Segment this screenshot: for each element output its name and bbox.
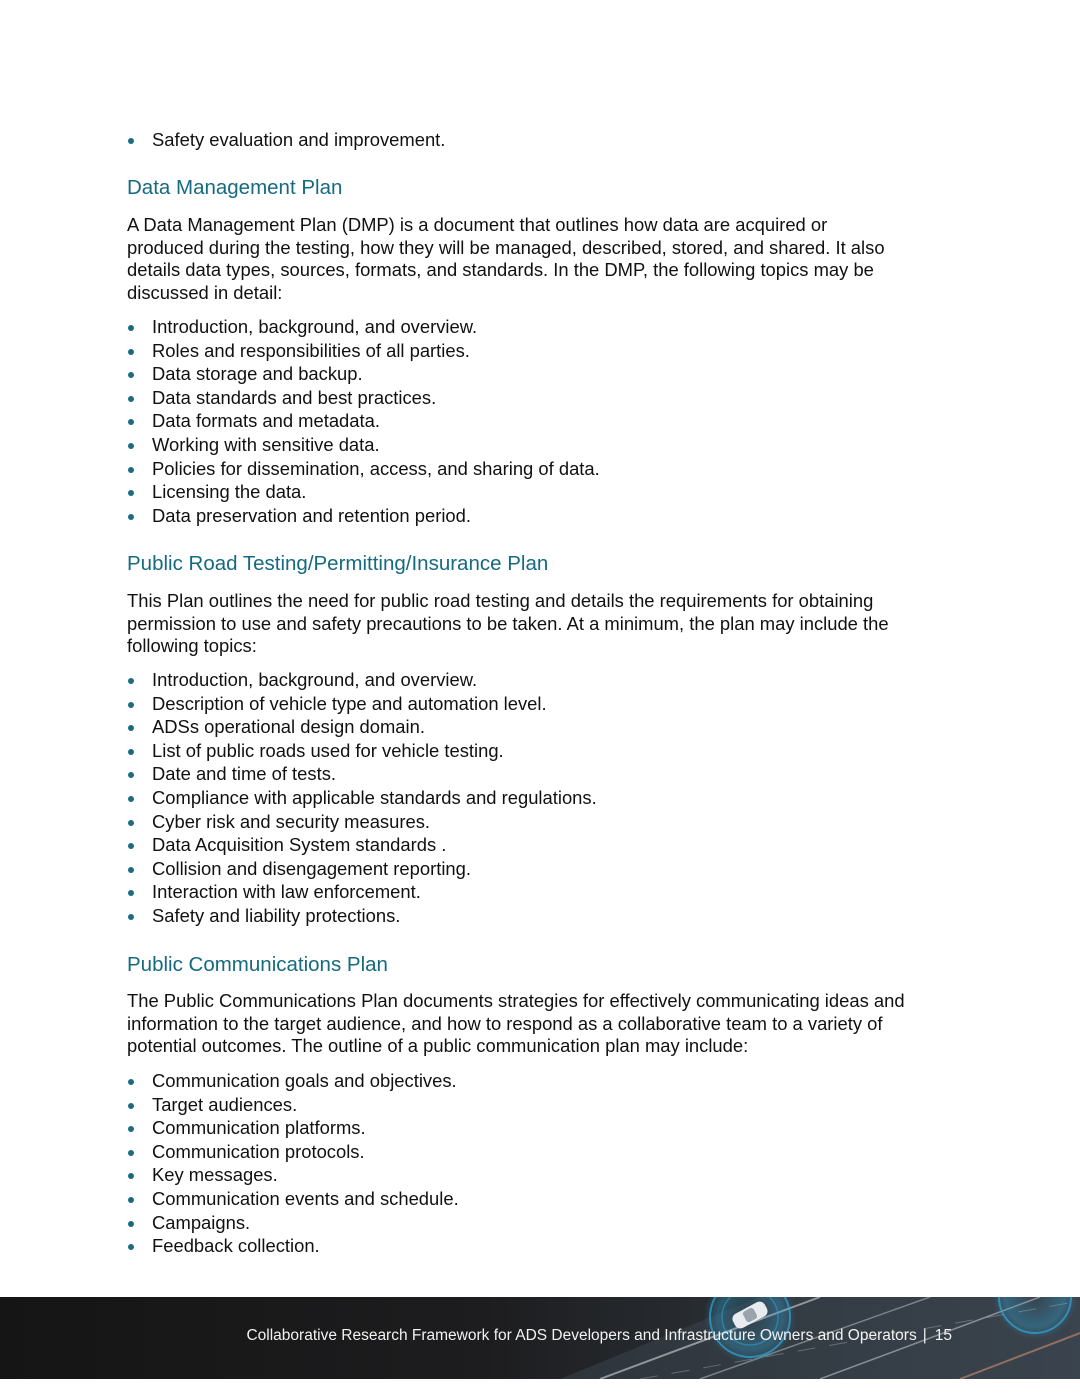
paragraph-line: This Plan outlines the need for public road testing and details the requirements for obtaining xyxy=(127,590,874,611)
road-bullet-list xyxy=(127,668,957,928)
list-item: Introduction, background, and overview. xyxy=(127,668,957,692)
list-item: Data storage and backup. xyxy=(127,362,957,386)
road-paragraph xyxy=(127,590,957,658)
paragraph-line: details data types, sources, formats, and standards. In the DMP, the following topics may be xyxy=(127,259,874,280)
list-item: Working with sensitive data. xyxy=(127,433,957,457)
footer-separator: | xyxy=(922,1327,927,1344)
list-item: Communication platforms. xyxy=(127,1116,957,1140)
paragraph-line: discussed in detail: xyxy=(127,281,283,303)
list-item: Feedback collection. xyxy=(127,1234,957,1258)
list-item: Collision and disengagement reporting. xyxy=(127,857,957,881)
list-item: ADSs operational design domain. xyxy=(127,715,957,739)
list-item: Campaigns. xyxy=(127,1211,957,1235)
list-item: Communication events and schedule. xyxy=(127,1187,957,1211)
page-number: 15 xyxy=(934,1327,952,1344)
dmp-paragraph xyxy=(127,214,957,304)
list-item: Data standards and best practices. xyxy=(127,386,957,410)
dmp-bullet-list xyxy=(127,315,957,527)
paragraph-line: information to the target audience, and how to respond as a collaborative team to a variety of xyxy=(127,1012,883,1034)
paragraph-line: following topics: xyxy=(127,635,257,656)
list-item: Licensing the data. xyxy=(127,480,957,504)
list-item: Policies for dissemination, access, and sharing of data. xyxy=(127,457,957,481)
road-body xyxy=(127,590,957,658)
list-item: Cyber risk and security measures. xyxy=(127,810,957,834)
list-item: Communication protocols. xyxy=(127,1140,957,1164)
list-item: Safety evaluation and improvement. xyxy=(127,128,957,152)
paragraph-line: The Public Communications Plan documents strategies for effectively communicating ideas and xyxy=(127,990,905,1011)
list-item: List of public roads used for vehicle testing. xyxy=(127,739,957,763)
dmp-section xyxy=(127,176,957,200)
road-heading: Public Road Testing/Permitting/Insurance Plan xyxy=(127,552,549,575)
road-section xyxy=(127,552,957,576)
list-item: Introduction, background, and overview. xyxy=(127,315,957,339)
paragraph-line: produced during the testing, how they will be managed, described, stored, and shared. It also xyxy=(127,236,885,258)
intro-section xyxy=(127,128,957,152)
list-item: Description of vehicle type and automation level. xyxy=(127,692,957,716)
list-item: Interaction with law enforcement. xyxy=(127,880,957,904)
dmp-body xyxy=(127,214,957,304)
comms-body xyxy=(127,990,957,1058)
comms-paragraph xyxy=(127,990,957,1058)
dmp-list-block xyxy=(127,315,957,527)
paragraph-line: permission to use and safety precautions to be taken. At a minimum, the plan may include the xyxy=(127,612,889,634)
comms-heading: Public Communications Plan xyxy=(127,953,388,976)
list-item: Safety and liability protections. xyxy=(127,904,957,928)
road-list-block xyxy=(127,668,957,928)
list-item: Data preservation and retention period. xyxy=(127,504,957,528)
dmp-heading: Data Management Plan xyxy=(127,176,343,199)
paragraph-line: potential outcomes. The outline of a public communication plan may include: xyxy=(127,1035,749,1056)
comms-bullet-list xyxy=(127,1069,957,1258)
list-item: Data formats and metadata. xyxy=(127,409,957,433)
list-item: Communication goals and objectives. xyxy=(127,1069,957,1093)
comms-list-block xyxy=(127,1069,957,1258)
footer-text xyxy=(246,1327,952,1345)
list-item: Target audiences. xyxy=(127,1093,957,1117)
paragraph-line: A Data Management Plan (DMP) is a document that outlines how data are acquired or xyxy=(127,214,828,235)
list-item: Date and time of tests. xyxy=(127,762,957,786)
list-item: Compliance with applicable standards and regulations. xyxy=(127,786,957,810)
page-footer xyxy=(0,1297,1080,1379)
intro-bullet-list xyxy=(127,128,957,152)
footer-title: Collaborative Research Framework for ADS Developers and Infrastructure Owners and Operators xyxy=(246,1327,917,1344)
list-item: Key messages. xyxy=(127,1163,957,1187)
comms-section xyxy=(127,953,957,977)
list-item: Roles and responsibilities of all parties. xyxy=(127,339,957,363)
list-item: Data Acquisition System standards . xyxy=(127,833,957,857)
